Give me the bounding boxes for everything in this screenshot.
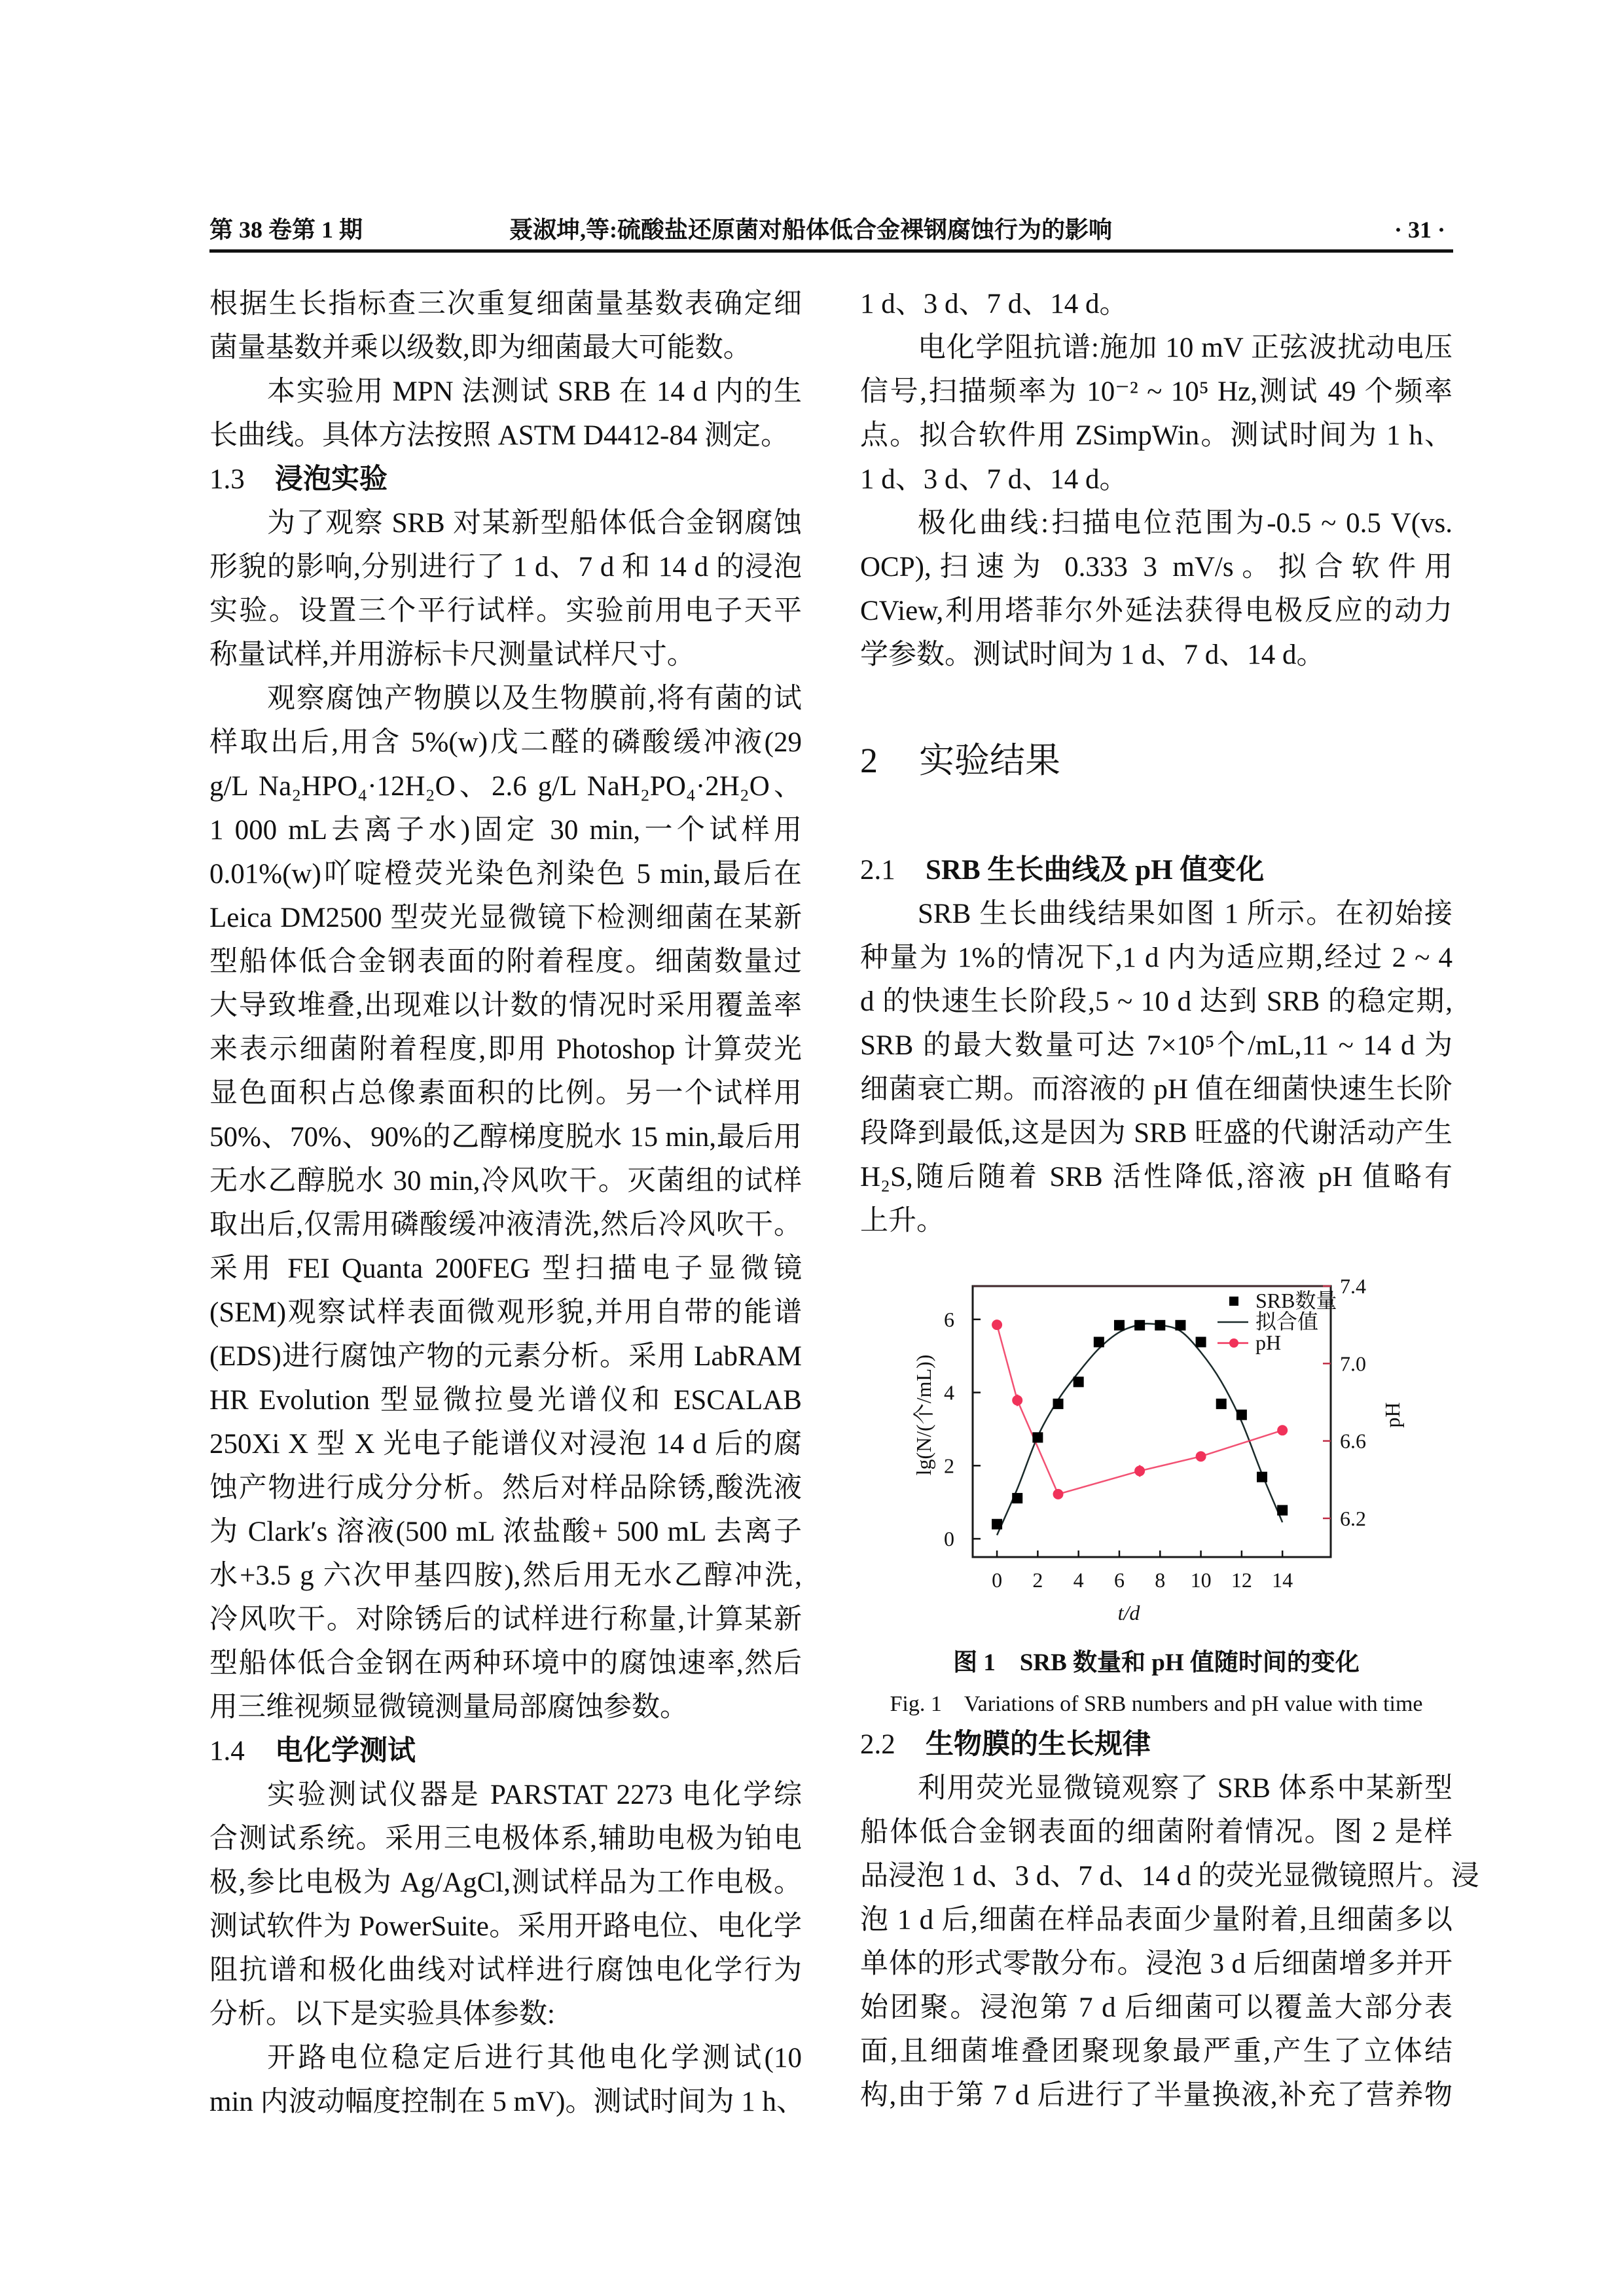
text-line: OCP),扫速为 0.333 3 mV/s。拟合软件用 — [860, 552, 1453, 583]
ph-point — [1196, 1451, 1206, 1462]
text-line: 利用荧光显微镜观察了 SRB 体系中某新型 — [918, 1773, 1453, 1804]
x-tick-label: 12 — [1231, 1568, 1252, 1592]
subsection-number: 1.4 — [209, 1736, 245, 1767]
left-column — [209, 282, 802, 2124]
text-line: 长曲线。具体方法按照 ASTM D4412-84 测定。 — [209, 420, 789, 451]
text-line: (SEM)观察试样表面微观形貌,并用自带的能谱 — [209, 1297, 802, 1328]
text-line: SRB 生长曲线结果如图 1 所示。在初始接 — [918, 899, 1453, 929]
text-line: 型船体低合金钢在两种环境中的腐蚀速率,然后 — [209, 1648, 802, 1679]
text-line: 菌量基数并乘以级数,即为细菌最大可能数。 — [209, 332, 751, 363]
header-rule — [209, 249, 1453, 253]
text-line: 大导致堆叠,出现难以计数的情况时采用覆盖率 — [209, 990, 802, 1021]
text-line: 阻抗谱和极化曲线对试样进行腐蚀电化学行为 — [209, 1955, 802, 1986]
section-number: 2 — [860, 741, 878, 780]
text-line: 50%、70%、90%的乙醇梯度脱水 15 min,最后用 — [209, 1122, 802, 1153]
section-title: 实验结果 — [919, 741, 1060, 780]
text-line: 极化曲线:扫描电位范围为-0.5 ~ 0.5 V(vs. — [918, 508, 1453, 539]
y-right-tick-label: 6.2 — [1340, 1506, 1366, 1530]
text-line: 样取出后,用含 5%(w)戊二醛的磷酸缓冲液(29 — [209, 727, 802, 758]
subsection-heading-2-1 — [860, 848, 1453, 892]
y-left-tick-label: 0 — [944, 1527, 954, 1551]
srb-point — [1074, 1376, 1084, 1387]
x-tick-label: 4 — [1073, 1568, 1084, 1592]
text-line: 电化学阻抗谱:施加 10 mV 正弦波扰动电压 — [918, 332, 1453, 363]
srb-point — [1053, 1399, 1064, 1409]
text-line: 为了观察 SRB 对某新型船体低合金钢腐蚀 — [267, 508, 802, 539]
x-tick-label: 14 — [1272, 1568, 1293, 1592]
text-line: d 的快速生长阶段,5 ~ 10 d 达到 SRB 的稳定期, — [860, 986, 1453, 1017]
text-line: 称量试样,并用游标卡尺测量试样尺寸。 — [209, 639, 695, 670]
text-line: SRB 的最大数量可达 7×10⁵个/mL,11 ~ 14 d 为 — [860, 1030, 1453, 1061]
paragraph — [209, 1773, 802, 2036]
text-line: g/L Na₂HPO₄·12H₂O、2.6 g/L NaH₂PO₄·2H₂O、 — [209, 771, 802, 802]
srb-point — [992, 1519, 1002, 1530]
text-line: 型船体低合金钢表面的附着程度。细菌数量过 — [209, 946, 802, 977]
y-right-tick-label: 7.4 — [1340, 1274, 1366, 1298]
text-line: 冷风吹干。对除锈后的试样进行称量,计算某新 — [209, 1604, 802, 1635]
ph-point — [992, 1319, 1002, 1330]
ph-point — [1053, 1489, 1064, 1499]
text-line: 始团聚。浸泡第 7 d 后细菌可以覆盖大部分表 — [860, 1992, 1453, 2023]
y-left-tick-label: 4 — [944, 1380, 954, 1405]
text-line: 1 000 mL去离子水)固定 30 min,一个试样用 — [209, 815, 802, 846]
figure-caption-en: Fig. 1 Variations of SRB numbers and pH value with time — [890, 1692, 1423, 1716]
subsection-heading-2-2 — [860, 1723, 1453, 1767]
fit-curve — [997, 1323, 1282, 1535]
text-line: 1 d、3 d、7 d、14 d。 — [860, 464, 1128, 495]
x-tick-label: 8 — [1155, 1568, 1166, 1592]
paragraph — [860, 501, 1453, 677]
subsection-title: 生物膜的生长规律 — [926, 1729, 1151, 1760]
paragraph — [860, 892, 1453, 1243]
text-line: 显色面积占总像素面积的比例。另一个试样用 — [209, 1078, 802, 1109]
srb-point — [1216, 1399, 1227, 1409]
subsection-number: 2.1 — [860, 855, 895, 886]
text-line: 250Xi X 型 X 光电子能谱仪对浸泡 14 d 后的腐 — [209, 1429, 802, 1460]
text-line: 采用 FEI Quanta 200FEG 型扫描电子显微镜 — [209, 1253, 802, 1284]
subsection-heading — [209, 1729, 802, 1773]
text-line: 信号,扫描频率为 10⁻² ~ 10⁵ Hz,测试 49 个频率 — [860, 376, 1453, 407]
figure-1-chart — [890, 1244, 1414, 1623]
subsection-title: 浸泡实验 — [275, 464, 388, 495]
paragraph — [860, 1767, 1479, 2117]
paragraph — [209, 677, 802, 1729]
text-line: 开路电位稳定后进行其他电化学测试(10 — [267, 2043, 802, 2073]
x-tick-label: 6 — [1113, 1568, 1125, 1592]
section-heading-2 — [860, 738, 1060, 783]
srb-point — [1257, 1472, 1267, 1482]
text-line: 1 d、3 d、7 d、14 d。 — [860, 289, 1128, 319]
text-line: 取出后,仅需用磷酸缓冲液清洗,然后冷风吹干。 — [209, 1210, 802, 1240]
paragraph — [860, 282, 1453, 326]
text-line: CView,利用塔菲尔外延法获得电极反应的动力 — [860, 596, 1453, 626]
srb-point — [1012, 1493, 1022, 1503]
paragraph — [209, 370, 802, 457]
text-line: 无水乙醇脱水 30 min,冷风吹干。灭菌组的试样 — [209, 1166, 802, 1196]
subsection-title: SRB 生长曲线及 pH 值变化 — [926, 855, 1265, 886]
subsection-heading — [209, 457, 802, 501]
text-line: 学参数。测试时间为 1 d、7 d、14 d。 — [860, 639, 1325, 670]
srb-point — [1236, 1410, 1247, 1420]
paragraph — [860, 326, 1453, 501]
text-line: 用三维视频显微镜测量局部腐蚀参数。 — [209, 1692, 688, 1723]
y-left-tick-label: 6 — [944, 1307, 954, 1331]
srb-point — [1094, 1336, 1104, 1347]
y-right-tick-label: 7.0 — [1340, 1352, 1366, 1376]
running-header-issue: 第 38 卷第 1 期 — [209, 217, 363, 243]
subsection-number: 2.2 — [860, 1729, 895, 1760]
y-right-tick-label: 6.6 — [1340, 1429, 1366, 1453]
text-line: 泡 1 d 后,细菌在样品表面少量附着,且细菌多以 — [860, 1905, 1453, 1935]
text-line: 实验。设置三个平行试样。实验前用电子天平 — [209, 596, 802, 626]
x-tick-label: 2 — [1032, 1568, 1043, 1592]
y-left-tick-label: 2 — [944, 1454, 954, 1478]
text-line: 根据生长指标查三次重复细菌量基数表确定细 — [209, 289, 802, 319]
text-line: 细菌衰亡期。而溶液的 pH 值在细菌快速生长阶 — [860, 1074, 1453, 1105]
srb-point — [1277, 1505, 1288, 1515]
x-axis-label: t/d — [1117, 1601, 1140, 1623]
srb-point — [1155, 1320, 1165, 1331]
text-line: 0.01%(w)吖啶橙荧光染色剂染色 5 min,最后在 — [209, 859, 802, 889]
text-line: 为 Clark′s 溶液(500 mL 浓盐酸+ 500 mL 去离子 — [209, 1516, 802, 1547]
right-column-top — [860, 282, 1453, 677]
text-line: 蚀产物进行成分分析。然后对样品除锈,酸洗液 — [209, 1473, 802, 1503]
ph-point — [1012, 1395, 1022, 1405]
text-line: 测试软件为 PowerSuite。采用开路电位、电化学 — [209, 1911, 802, 1942]
text-line: 种量为 1%的情况下,1 d 内为适应期,经过 2 ~ 4 — [860, 942, 1453, 973]
right-column-middle — [860, 892, 1453, 1243]
text-line: (EDS)进行腐蚀产物的元素分析。采用 LabRAM — [209, 1341, 802, 1372]
paragraph — [209, 2036, 802, 2124]
text-line: 水+3.5 g 六次甲基四胺),然后用无水乙醇冲洗, — [209, 1560, 802, 1591]
ph-point — [1134, 1465, 1145, 1476]
figure-caption-cn: 图 1 SRB 数量和 pH 值随时间的变化 — [953, 1649, 1360, 1676]
page-number: · 31 · — [1394, 217, 1446, 243]
ph-point — [1277, 1425, 1288, 1435]
text-line: min 内波动幅度控制在 5 mV)。测试时间为 1 h、 — [209, 2087, 804, 2117]
subsection-title: 电化学测试 — [275, 1736, 416, 1767]
paragraph — [209, 501, 802, 677]
x-tick-label: 10 — [1190, 1568, 1212, 1592]
text-line: 船体低合金钢表面的细菌附着情况。图 2 是样 — [860, 1817, 1453, 1848]
text-line: 品浸泡 1 d、3 d、7 d、14 d 的荧光显微镜照片。浸 — [860, 1861, 1479, 1892]
srb-point — [1032, 1432, 1043, 1443]
y-left-axis-label: lg(N/(个/mL)) — [912, 1354, 935, 1476]
text-line: 形貌的影响,分别进行了 1 d、7 d 和 14 d 的浸泡 — [209, 552, 802, 583]
text-line: HR Evolution 型显微拉曼光谱仪和 ESCALAB — [209, 1385, 802, 1416]
legend-srb-marker — [1229, 1297, 1238, 1306]
text-line: 段降到最低,这是因为 SRB 旺盛的代谢活动产生 — [860, 1118, 1453, 1149]
text-line: 实验测试仪器是 PARSTAT 2273 电化学综 — [267, 1780, 802, 1810]
legend-srb-label: SRB数量 — [1255, 1289, 1337, 1312]
running-header-title: 聂淑坤,等:硫酸盐还原菌对船体低合金裸钢腐蚀行为的影响 — [509, 217, 1112, 243]
text-line: 合测试系统。采用三电极体系,辅助电极为铂电 — [209, 1823, 802, 1854]
text-line: H₂S,随后随着 SRB 活性降低,溶液 pH 值略有 — [860, 1162, 1453, 1193]
text-line: 点。拟合软件用 ZSimpWin。测试时间为 1 h、 — [860, 420, 1453, 451]
x-tick-label: 0 — [992, 1568, 1003, 1592]
text-line: 构,由于第 7 d 后进行了半量换液,补充了营养物 — [860, 2080, 1453, 2111]
subsection-number: 1.3 — [209, 464, 245, 495]
srb-point — [1196, 1336, 1206, 1347]
text-line: 上升。 — [860, 1206, 945, 1236]
y-right-axis-label: pH — [1380, 1402, 1404, 1428]
srb-point — [1175, 1320, 1185, 1331]
text-line: 极,参比电极为 Ag/AgCl,测试样品为工作电极。 — [209, 1867, 802, 1898]
srb-point — [1134, 1320, 1145, 1331]
text-line: 面,且细菌堆叠团聚现象最严重,产生了立体结 — [860, 2036, 1453, 2067]
paragraph — [209, 282, 802, 370]
text-line: 本实验用 MPN 法测试 SRB 在 14 d 内的生 — [267, 376, 802, 407]
text-line: 来表示细菌附着程度,即用 Photoshop 计算荧光 — [209, 1034, 802, 1065]
legend-ph-label: pH — [1255, 1331, 1282, 1354]
text-line: 分析。以下是实验具体参数: — [209, 1999, 555, 2030]
text-line: 单体的形式零散分布。浸泡 3 d 后细菌增多并开 — [860, 1948, 1453, 1979]
legend-ph-marker — [1229, 1338, 1238, 1348]
text-line: 观察腐蚀产物膜以及生物膜前,将有菌的试 — [267, 683, 802, 714]
text-line: Leica DM2500 型荧光显微镜下检测细菌在某新 — [209, 903, 802, 933]
srb-point — [1114, 1320, 1125, 1331]
legend-fit-label: 拟合值 — [1255, 1310, 1319, 1333]
right-column-bottom — [860, 1767, 1479, 2117]
